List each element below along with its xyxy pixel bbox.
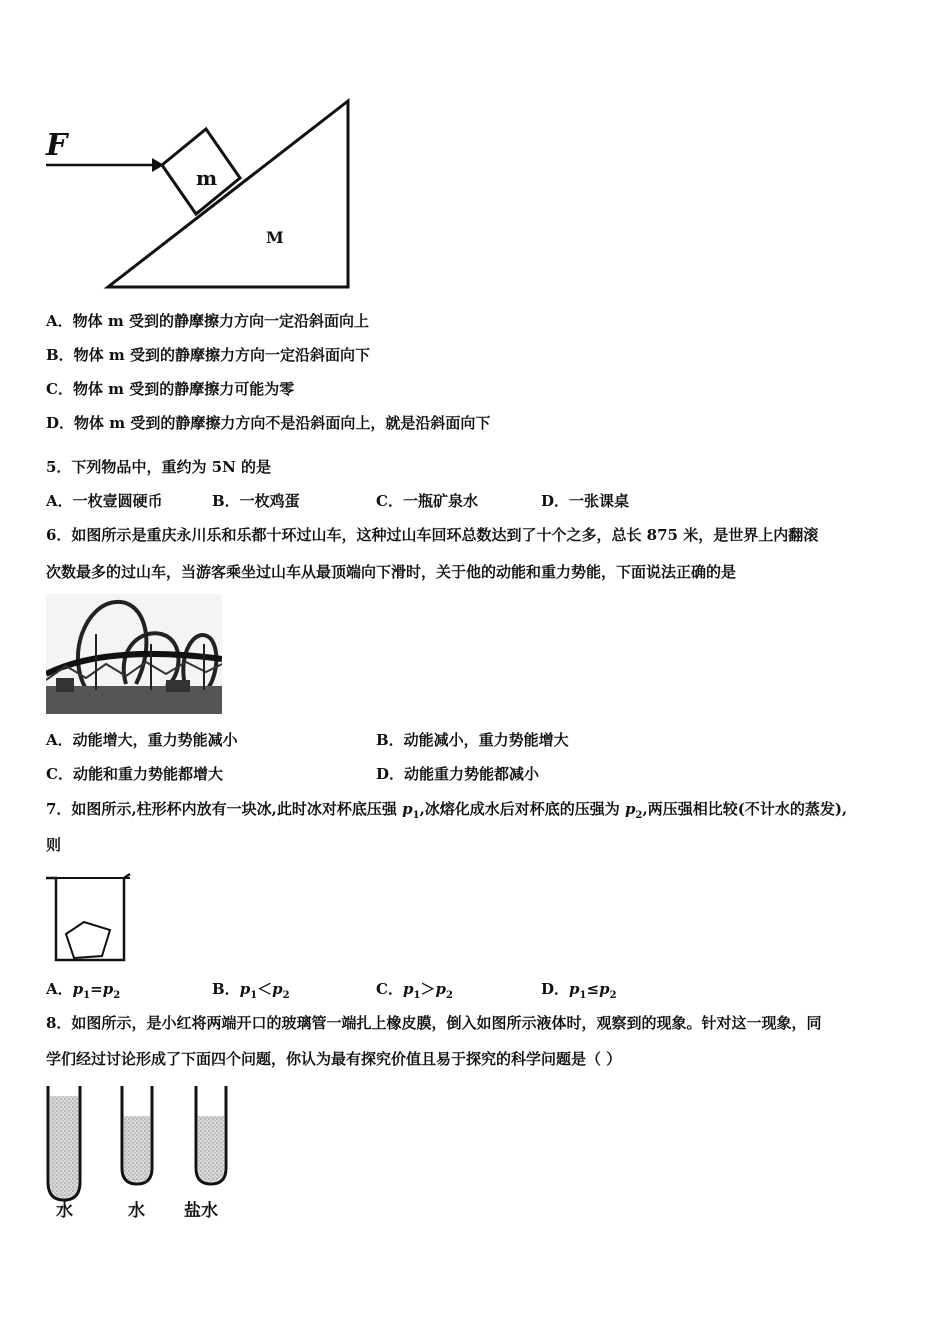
q7-option-b-op: ＜	[257, 980, 273, 998]
q6-option-c[interactable]: C．动能和重力势能都增大	[46, 765, 223, 783]
q7-option-c-ls: 1	[413, 990, 421, 1001]
q7-option-d-letter: D．	[541, 980, 570, 998]
q7-option-b-lhs: p	[239, 980, 251, 998]
q5-option-a[interactable]: A．一枚壹圆硬币	[46, 492, 163, 510]
ice-block	[66, 922, 110, 958]
q7-option-d-rs: 2	[609, 990, 617, 1001]
q7-option-c-op: ＞	[420, 980, 436, 998]
q7-stem-line1	[46, 799, 847, 826]
q6-option-d[interactable]: D．动能重力势能都减小	[376, 765, 540, 783]
tube-1-liquid	[50, 1096, 78, 1198]
q7-option-c-rs: 2	[445, 990, 453, 1001]
q7-option-a-rs: 2	[113, 990, 121, 1001]
q6-stem-line2: 次数最多的过山车，当游客乘坐过山车从最顶端向下滑时，关于他的动能和重力势能，下面说法正确的是	[46, 563, 737, 581]
q7-option-a-rhs: p	[102, 980, 114, 998]
q6-option-a[interactable]: A．动能增大，重力势能减小	[46, 731, 238, 749]
q7-stem-b: ,冰熔化成水后对杯底的压强为	[419, 800, 626, 818]
q7-p2: p	[625, 800, 636, 818]
wedge-triangle	[108, 101, 348, 287]
q4-option-a[interactable]: A．物体 m 受到的静摩擦力方向一定沿斜面向上	[46, 312, 369, 330]
q5-stem: 5．下列物品中，重约为 5N 的是	[46, 458, 272, 476]
tube-2-label: 水	[128, 1201, 145, 1221]
q7-sub2: 2	[635, 810, 643, 821]
q7-option-a-lhs: p	[72, 980, 84, 998]
roller-coaster-photo	[46, 594, 222, 714]
q7-sub1: 1	[412, 810, 420, 821]
cup-outline	[46, 874, 130, 960]
q7-p1: p	[402, 800, 413, 818]
q7-option-b-rhs: p	[272, 980, 283, 998]
q7-option-a[interactable]	[46, 979, 120, 1006]
q7-option-b-letter: B．	[212, 980, 240, 998]
q4-option-b[interactable]: B．物体 m 受到的静摩擦力方向一定沿斜面向下	[46, 346, 370, 364]
tubes-figure	[40, 1082, 260, 1232]
q5-option-b[interactable]: B．一枚鸡蛋	[212, 492, 300, 510]
q7-option-c[interactable]	[376, 979, 453, 1006]
wedge-label: M	[266, 228, 284, 247]
q5-option-d[interactable]: D．一张课桌	[541, 492, 630, 510]
building-2	[166, 680, 190, 692]
q7-stem-a: 7．如图所示,柱形杯内放有一块冰,此时冰对杯底压强	[46, 800, 403, 818]
q7-option-d-op: ≤	[586, 980, 600, 998]
block-label: m	[196, 166, 218, 190]
force-label: F	[46, 128, 68, 163]
q8-stem-line1: 8．如图所示，是小红将两端开口的玻璃管一端扎上橡皮膜，倒入如图所示液体时，观察到的现象。针对这一现象，同	[46, 1014, 822, 1032]
q7-option-a-letter: A．	[46, 980, 73, 998]
q7-option-c-letter: C．	[376, 980, 403, 998]
q6-stem-line1: 6．如图所示是重庆永川乐和乐都十环过山车，这种过山车回环总数达到了十个之多，总长 875 米，是世界上内翻滚	[46, 526, 819, 544]
tube-2-liquid	[124, 1116, 150, 1182]
incline-figure	[40, 95, 360, 295]
q4-option-c[interactable]: C．物体 m 受到的静摩擦力可能为零	[46, 380, 295, 398]
q7-option-d[interactable]	[541, 979, 617, 1006]
q7-option-a-ls: 1	[83, 990, 91, 1001]
q6-option-b[interactable]: B．动能减小，重力势能增大	[376, 731, 569, 749]
q5-option-c[interactable]: C．一瓶矿泉水	[376, 492, 478, 510]
q7-stem-line2: 则	[46, 836, 62, 854]
q7-option-b[interactable]	[212, 979, 290, 1006]
tube-3-label: 盐水	[184, 1201, 218, 1221]
q7-option-d-lhs: p	[569, 980, 580, 998]
q7-stem-c: ,两压强相比较(不计水的蒸发),	[642, 800, 848, 818]
q7-option-a-op: =	[90, 980, 103, 998]
q7-option-d-ls: 1	[579, 990, 587, 1001]
q8-stem-line2: 学们经过讨论形成了下面四个问题，你认为最有探究价值且易于探究的科学问题是（ ）	[46, 1050, 622, 1068]
q7-option-b-rs: 2	[282, 990, 290, 1001]
tube-1-label: 水	[56, 1201, 73, 1221]
q7-option-c-rhs: p	[435, 980, 446, 998]
tube-3-liquid	[198, 1116, 224, 1182]
q7-option-b-ls: 1	[250, 990, 258, 1001]
building-1	[56, 678, 74, 692]
q4-option-d[interactable]: D．物体 m 受到的静摩擦力方向不是沿斜面向上，就是沿斜面向下	[46, 414, 491, 432]
q7-option-c-lhs: p	[402, 980, 414, 998]
cup-with-ice-figure	[44, 872, 134, 964]
q7-option-d-rhs: p	[599, 980, 610, 998]
